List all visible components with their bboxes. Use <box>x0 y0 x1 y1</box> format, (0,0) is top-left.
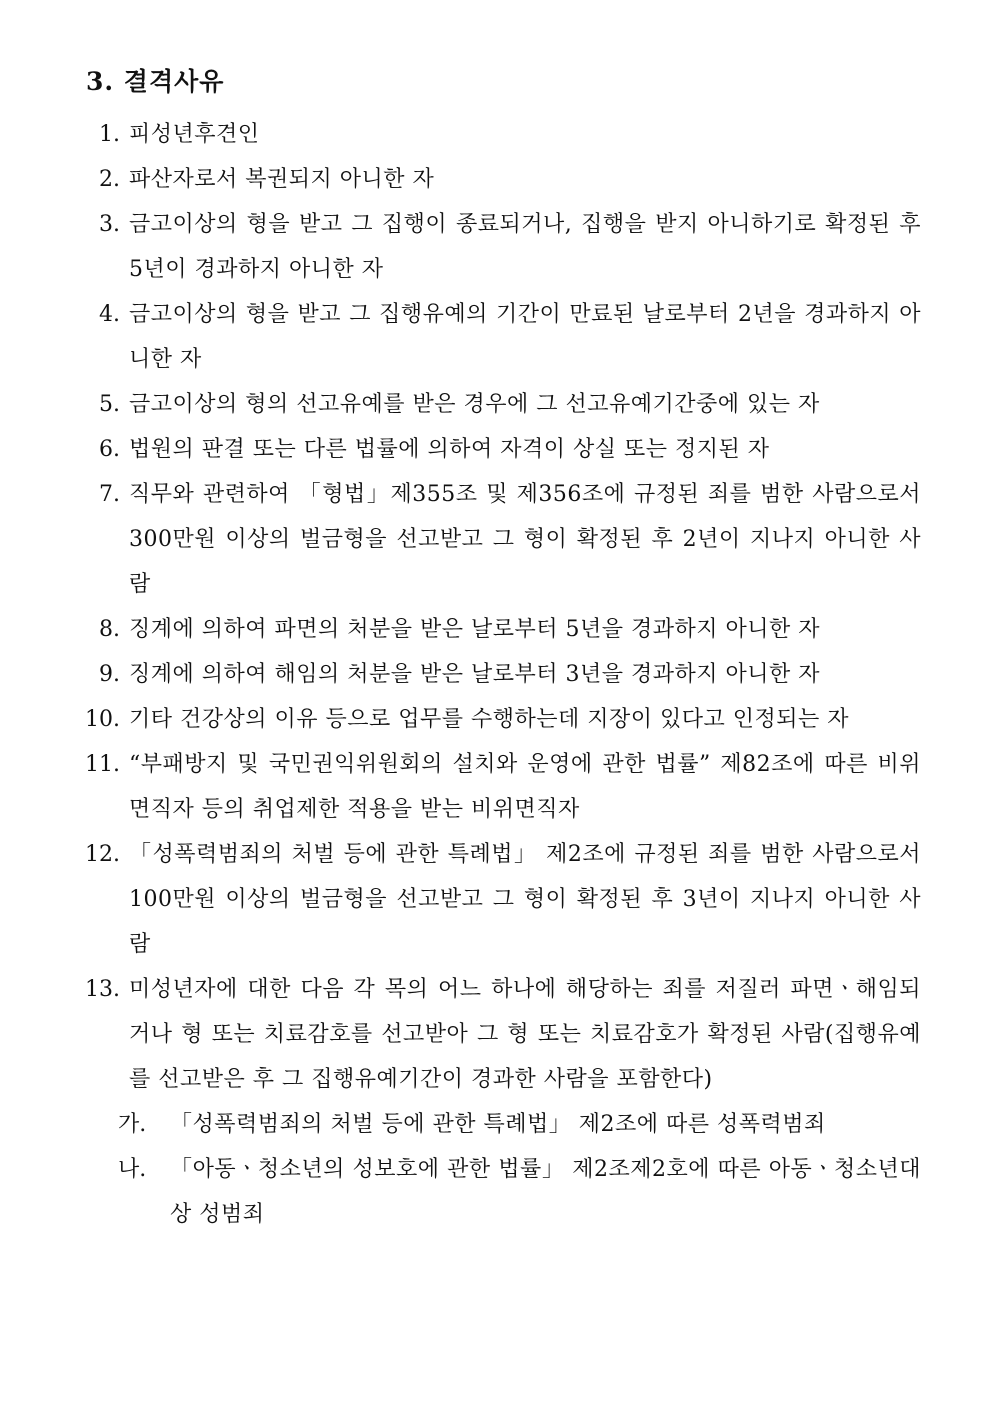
sub-list-item <box>0 1147 992 1237</box>
list-item <box>0 652 992 697</box>
disqualification-list <box>0 112 992 1237</box>
list-item <box>0 697 992 742</box>
item-number: 7. <box>99 482 120 507</box>
list-item <box>0 112 992 157</box>
sub-item-label: 나. <box>118 1157 147 1182</box>
sub-item-text: 「성폭력범죄의 처벌 등에 관한 특례법」 제2조에 따른 성폭력범죄 <box>170 1112 826 1137</box>
item-text: 기타 건강상의 이유 등으로 업무를 수행하는데 지장이 있다고 인정되는 자 <box>129 707 850 732</box>
sub-item-text: 「아동ㆍ청소년의 성보호에 관한 법률」 제2조제2호에 따른 아동ㆍ청소년대상 성범죄 <box>170 1157 921 1227</box>
list-item <box>0 427 992 472</box>
item-number: 3. <box>99 212 120 237</box>
item-number: 11. <box>85 752 120 777</box>
item-number: 8. <box>99 617 120 642</box>
item-text: 「성폭력범죄의 처벌 등에 관한 특례법」 제2조에 규정된 죄를 범한 사람으로서 100만원 이상의 벌금형을 선고받고 그 형이 확정된 후 3년이 지나지 아니한 사람 <box>129 842 921 957</box>
item-number: 12. <box>85 842 120 867</box>
item-text: 금고이상의 형의 선고유예를 받은 경우에 그 선고유예기간중에 있는 자 <box>129 392 820 417</box>
item-text: “부패방지 및 국민권익위원회의 설치와 운영에 관한 법률” 제82조에 따른 비위면직자 등의 취업제한 적용을 받는 비위면직자 <box>129 752 921 822</box>
list-item <box>0 967 992 1102</box>
item-text: 법원의 판결 또는 다른 법률에 의하여 자격이 상실 또는 정지된 자 <box>129 437 770 462</box>
item-text: 피성년후견인 <box>129 122 260 147</box>
item-number: 4. <box>99 302 120 327</box>
section-heading: 3. 결격사유 <box>86 67 225 96</box>
item-number: 2. <box>99 167 120 192</box>
list-item <box>0 202 992 292</box>
item-text: 징계에 의하여 파면의 처분을 받은 날로부터 5년을 경과하지 아니한 자 <box>129 617 820 642</box>
list-item <box>0 607 992 652</box>
item-number: 13. <box>85 977 120 1002</box>
item-number: 5. <box>99 392 120 417</box>
sub-list-item <box>0 1102 992 1147</box>
list-item <box>0 472 992 607</box>
item-number: 1. <box>99 122 120 147</box>
list-item <box>0 832 992 967</box>
item-number: 6. <box>99 437 120 462</box>
item-number: 9. <box>99 662 120 687</box>
item-text: 파산자로서 복권되지 아니한 자 <box>129 167 435 192</box>
item-text: 미성년자에 대한 다음 각 목의 어느 하나에 해당하는 죄를 저질러 파면ㆍ해임되거나 형 또는 치료감호를 선고받아 그 형 또는 치료감호가 확정된 사람(집행유예를 선고받은 후 그 집행유예기간이 경과한 사람을 포함한다) <box>129 977 921 1092</box>
item-text: 금고이상의 형을 받고 그 집행유예의 기간이 만료된 날로부터 2년을 경과하지 아니한 자 <box>129 302 921 372</box>
list-item <box>0 742 992 832</box>
sub-item-label: 가. <box>118 1112 147 1137</box>
item-number: 10. <box>85 707 120 732</box>
list-item <box>0 292 992 382</box>
item-text: 징계에 의하여 해임의 처분을 받은 날로부터 3년을 경과하지 아니한 자 <box>129 662 820 687</box>
item-text: 직무와 관련하여 「형법」제355조 및 제356조에 규정된 죄를 범한 사람으로서 300만원 이상의 벌금형을 선고받고 그 형이 확정된 후 2년이 지나지 아니한 사람 <box>129 482 921 597</box>
list-item <box>0 157 992 202</box>
list-item <box>0 382 992 427</box>
item-text: 금고이상의 형을 받고 그 집행이 종료되거나, 집행을 받지 아니하기로 확정된 후 5년이 경과하지 아니한 자 <box>129 212 921 282</box>
